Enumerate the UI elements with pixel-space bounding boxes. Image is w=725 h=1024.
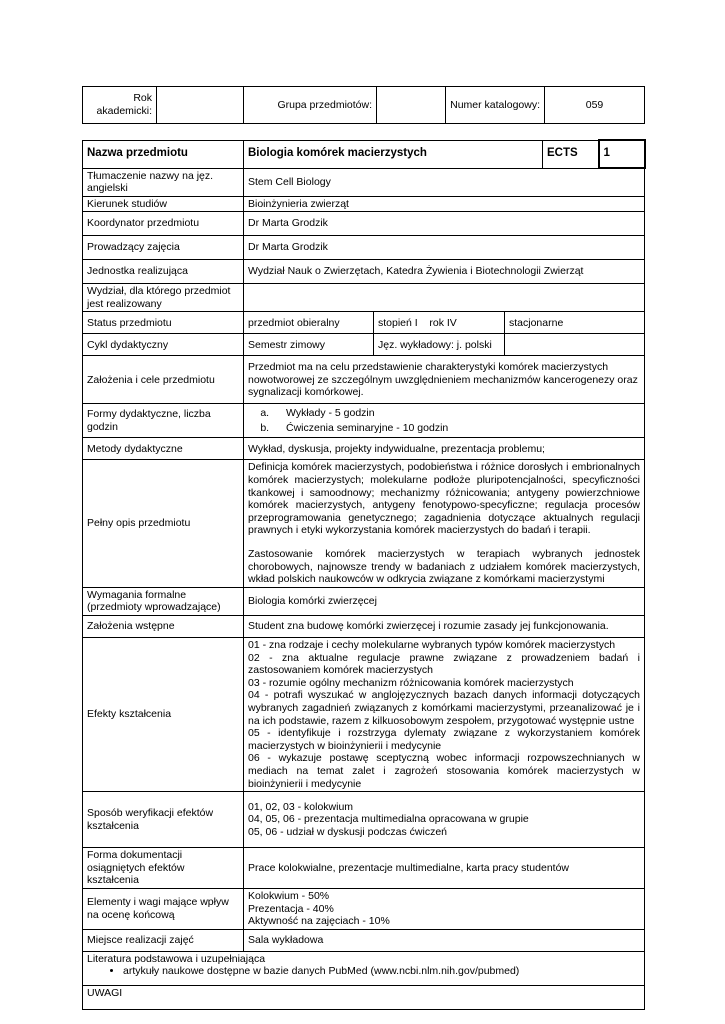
ects-label: ECTS: [543, 140, 599, 168]
language-value: Jęz. wykładowy: j. polski: [374, 334, 505, 356]
description-value: [244, 460, 645, 587]
faculty-label: Wydział, dla którego przedmiot jest realizowany: [83, 284, 244, 312]
literature-cell: [83, 951, 645, 985]
grading-item: Kolokwium - 50%: [248, 889, 330, 902]
prerequisites-value: Student zna budowę komórki zwierzęcej i rozumie zasady jej funkcjonowania.: [244, 616, 645, 638]
forms-item: a. Wykłady - 5 godzin: [272, 406, 640, 421]
catalog-number-value: 059: [545, 87, 645, 124]
description-label: Pełny opis przedmiotu: [83, 460, 244, 587]
level-year-value: stopień I rok IV: [374, 312, 505, 334]
forms-label: Formy dydaktyczne, liczba godzin: [83, 404, 244, 438]
cycle-label: Cykl dydaktyczny: [83, 334, 244, 356]
location-label: Miejsce realizacji zajęć: [83, 929, 244, 951]
forms-value: [244, 404, 645, 438]
methods-label: Metody dydaktyczne: [83, 438, 244, 460]
coordinator-value: Dr Marta Grodzik: [244, 212, 645, 236]
academic-year-value: [157, 87, 244, 124]
forms-item: b. Ćwiczenia seminaryjne - 10 godzin: [272, 421, 640, 436]
grading-item: Aktywność na zajęciach - 10%: [248, 915, 390, 928]
outcome-item: 01 - zna rodzaje i cechy molekularne wybranych typów komórek macierzystych: [248, 639, 616, 651]
instructor-label: Prowadzący zajęcia: [83, 236, 244, 260]
field-of-study-label: Kierunek studiów: [83, 196, 244, 212]
learning-outcomes-label: Efekty kształcenia: [83, 638, 244, 792]
english-name-label: Tłumaczenie nazwy na jęz. angielski: [83, 168, 244, 196]
outcome-item: 05 - identyfikuje i rozstrzyga dylematy związane z wykorzystaniem komórek macierzystych w bioinżynierii i medycynie: [248, 727, 640, 752]
methods-value: Wykład, dyskusja, projekty indywidualne, prezentacja problemu;: [244, 438, 645, 460]
outcome-item: 02 - zna aktualne regulacje prawne związane z prowadzeniem badań i zastosowaniem komórek macierzystych: [248, 651, 640, 677]
grading-value: [244, 888, 645, 929]
subject-group-value: [377, 87, 446, 124]
verification-item: 01, 02, 03 - kolokwium: [248, 800, 354, 813]
catalog-number-label: Numer katalogowy:: [446, 87, 545, 124]
aims-label: Założenia i cele przedmiotu: [83, 356, 244, 404]
verification-item: 05, 06 - udział w dyskusji podczas ćwiczeń: [248, 825, 448, 838]
subject-group-label: Grupa przedmiotów:: [244, 87, 377, 124]
academic-year-label: Rok akademicki:: [83, 87, 157, 124]
outcome-item: 06 - wykazuje postawę sceptyczną wobec informacji rozpowszechnianych w mediach na temat zalet i zagrożeń stosowania komórek macierzystych w bioinżynierii i medycynie: [248, 752, 640, 790]
faculty-value: [244, 284, 645, 312]
english-name-value: Stem Cell Biology: [244, 168, 645, 196]
remarks-cell: [83, 985, 645, 1009]
unit-label: Jednostka realizująca: [83, 260, 244, 284]
field-of-study-value: Bioinżynieria zwierząt: [244, 196, 645, 212]
unit-value: Wydział Nauk o Zwierzętach, Katedra Żywienia i Biotechnologii Zwierząt: [244, 260, 645, 284]
remarks-label: UWAGI: [87, 986, 123, 999]
aims-value: Przedmiot ma na celu przedstawienie charakterystyki komórek macierzystych nowotworowej ze szczególnym uwzględnieniem mechanizmów kancerogenezy oraz sygnalizacji komórkowej.: [244, 356, 645, 404]
documentation-value: Prace kolokwialne, prezentacje multimedialne, karta pracy studentów: [244, 848, 645, 889]
outcome-item: 04 - potrafi wyszukać w anglojęzycznych bazach danych informacji dotyczących wybranych zagadnień związanych z komórkami macierzystymi, przeanalizować je i na ich podstawie, razem z kilkuosobowym zespołem, przygotować występnie ustne: [248, 689, 640, 727]
location-value: Sala wykładowa: [244, 929, 645, 951]
requirements-value: Biologia komórki zwierzęcej: [244, 587, 645, 615]
cycle-empty-cell: [505, 334, 645, 356]
status-label: Status przedmiotu: [83, 312, 244, 334]
description-paragraph-1: Definicja komórek macierzystych, podobieństwa i różnice dorosłych i embrionalnych komórek macierzystych; molekularne podłoże pluripotencjalności, specyficzności tkankowej i samoodnowy; mechanizmy różnicowania; antygeny powierzchniowe komórek macierzystych, antygeny fenotypowo-specyficzne; regulacja procesów przeprogramowania genetycznego; zagadnienia dotyczące aktualnych regulacji prawnych i etyki wykorzystania komórek macierzystych do badań i terapii.: [248, 461, 640, 537]
documentation-label: Forma dokumentacji osiągniętych efektów kształcenia: [83, 848, 244, 889]
verification-item: 04, 05, 06 - prezentacja multimedialna opracowana w grupie: [248, 813, 529, 826]
literature-label: Literatura podstawowa i uzupełniająca: [87, 952, 266, 965]
course-name-value: Biologia komórek macierzystych: [244, 140, 543, 168]
verification-value: [244, 792, 645, 848]
learning-outcomes-value: [244, 638, 645, 792]
forms-list: [248, 406, 640, 436]
grading-item: Prezentacja - 40%: [248, 902, 334, 915]
literature-item: • artykuły naukowe dostępne w bazie danych PubMed (www.ncbi.nlm.nih.gov/pubmed): [123, 965, 640, 978]
coordinator-label: Koordynator przedmiotu: [83, 212, 244, 236]
cycle-value: Semestr zimowy: [244, 334, 374, 356]
status-value: przedmiot obieralny: [244, 312, 374, 334]
literature-list: [87, 965, 640, 978]
study-mode-value: stacjonarne: [505, 312, 645, 334]
outcome-item: 03 - rozumie ogólny mechanizm różnicowania komórek macierzystych: [248, 676, 574, 689]
requirements-label: Wymagania formalne (przedmioty wprowadzające): [83, 587, 244, 615]
description-paragraph-2: Zastosowanie komórek macierzystych w terapiach wybranych jednostek chorobowych, najnowsze trendy w badaniach z udziałem komórek macierzystych, wkład polskich naukowców w odkrycia związane z komórkami macierzystymi: [248, 548, 640, 586]
course-name-label: Nazwa przedmiotu: [83, 140, 244, 168]
catalog-header-table: [82, 86, 645, 124]
verification-label: Sposób weryfikacji efektów kształcenia: [83, 792, 244, 848]
course-syllabus-table: [82, 139, 646, 1010]
instructor-value: Dr Marta Grodzik: [244, 236, 645, 260]
grading-label: Elementy i wagi mające wpływ na ocenę końcową: [83, 888, 244, 929]
ects-value: 1: [599, 140, 645, 168]
prerequisites-label: Założenia wstępne: [83, 616, 244, 638]
